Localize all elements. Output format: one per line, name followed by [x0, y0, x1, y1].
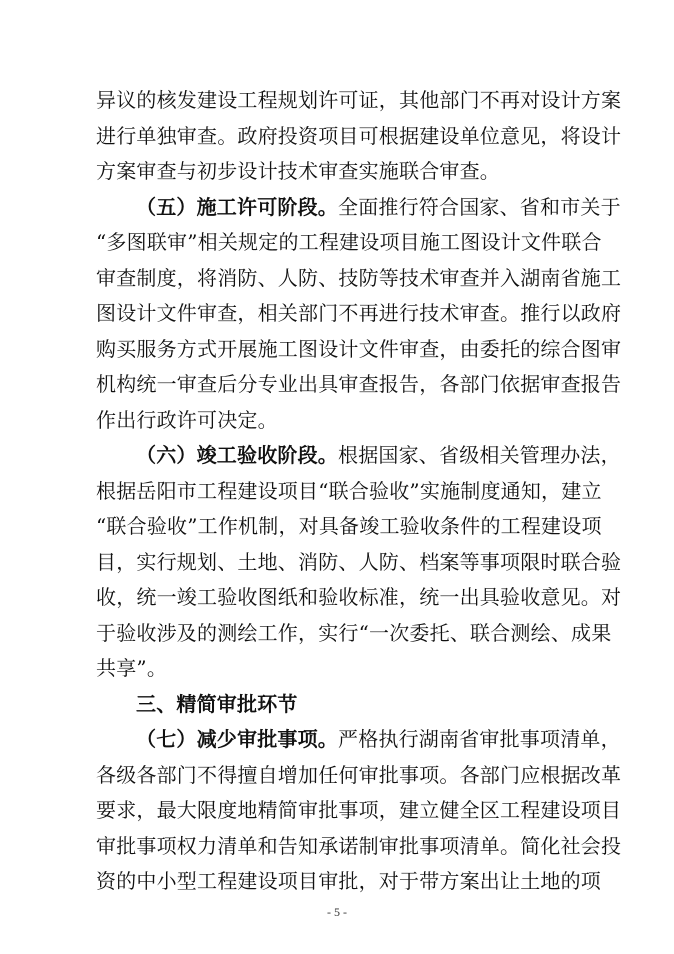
- section-five-line: （五）施工许可阶段。全面推行符合国家、省和市关于: [136, 194, 621, 219]
- section-six-line: （六）竣工验收阶段。根据国家、省级相关管理办法，: [136, 443, 621, 467]
- body-line: 图设计文件审查，相关部门不再进行技术审查。推行以政府: [96, 301, 622, 325]
- body-line: 于验收涉及的测绘工作，实行“一次委托、联合测绘、成果: [96, 620, 612, 645]
- document-body: [96, 83, 622, 900]
- body-line: 审查制度，将消防、人防、技防等技术审查并入湖南省施工: [96, 265, 622, 290]
- body-line: 各级各部门不得擅自增加任何审批事项。各部门应根据改革: [96, 762, 622, 787]
- body-line: 资的中小型工程建设项目审批，对于带方案出让土地的项: [96, 869, 601, 893]
- body-line: 机构统一审查后分专业出具审查报告，各部门依据审查报告: [96, 372, 622, 396]
- body-line: “多图联审”相关规定的工程建设项目施工图设计文件联合: [96, 230, 602, 254]
- body-line: 审批事项权力清单和告知承诺制审批事项清单。简化社会投: [96, 833, 622, 858]
- body-line: 目，实行规划、土地、消防、人防、档案等事项限时联合验: [96, 549, 622, 574]
- body-line: 进行单独审查。政府投资项目可根据建设单位意见，将设计: [96, 123, 622, 148]
- body-line: 异议的核发建设工程规划许可证，其他部门不再对设计方案: [96, 88, 622, 112]
- chapter-three-heading: 三、精简审批环节: [136, 691, 298, 716]
- body-line: 要求，最大限度地精简审批事项，建立健全区工程建设项目: [96, 798, 622, 822]
- section-seven-line: （七）减少审批事项。严格执行湖南省审批事项清单，: [136, 727, 621, 751]
- body-line: 共享”。: [96, 656, 168, 680]
- section-six-title: （六）竣工验收阶段。: [136, 443, 338, 467]
- section-five-title: （五）施工许可阶段。: [136, 194, 338, 219]
- body-line: 根据岳阳市工程建设项目“联合验收”实施制度通知，建立: [96, 478, 602, 503]
- body-line: “联合验收”工作机制，对具备竣工验收条件的工程建设项: [96, 514, 602, 538]
- body-line: 购买服务方式开展施工图设计文件审查，由委托的综合图审: [96, 336, 622, 361]
- chapter-three-heading-line: [96, 687, 580, 723]
- section-seven-title: （七）减少审批事项。: [136, 727, 338, 751]
- body-line: 收，统一竣工验收图纸和验收标准，统一出具验收意见。对: [96, 585, 622, 609]
- page-number: - 5 -: [327, 905, 347, 919]
- body-line: 作出行政许可决定。: [96, 407, 278, 432]
- body-line: 方案审查与初步设计技术审查实施联合审查。: [96, 159, 500, 183]
